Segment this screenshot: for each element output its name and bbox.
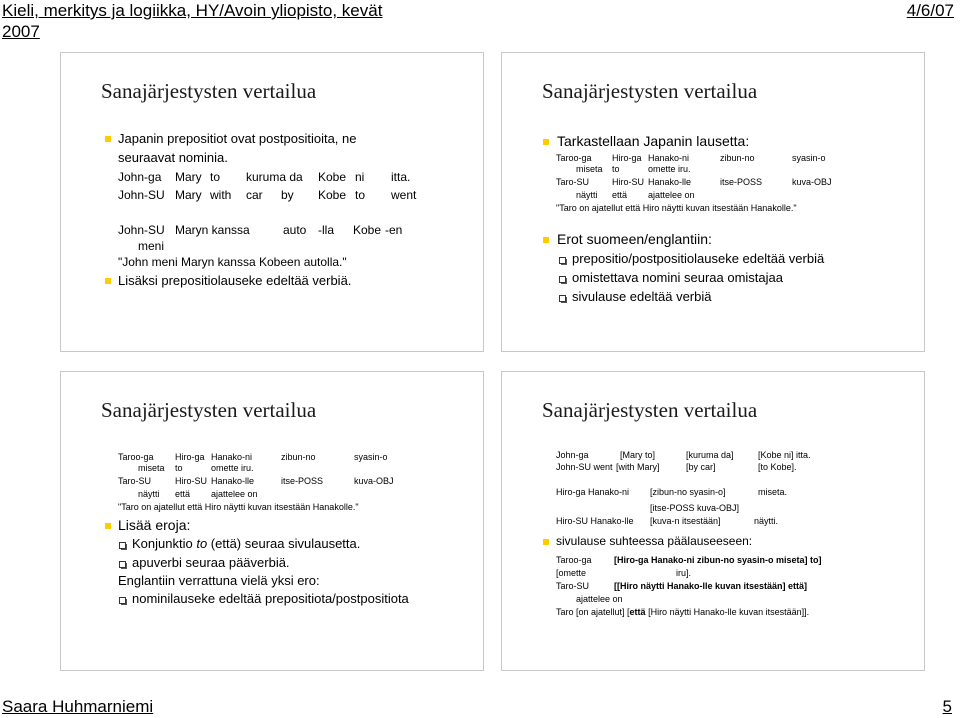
bullet-text-cont: seuraavat nominia. [118, 150, 228, 165]
bullet-text: sivulause suhteessa päälauseeseen: [556, 534, 753, 548]
translation: "Taro on ajatellut että Hiro näytti kuvan itsestään Hanakolle." [118, 502, 359, 512]
bullet-text: Lisäksi prepositiolauseke edeltää verbiä. [118, 273, 352, 288]
bullet-icon [543, 539, 549, 545]
gloss-word: [itse-POSS kuva-OBJ] [650, 503, 740, 513]
bullet-icon [105, 278, 111, 284]
gloss-word: iru]. [676, 568, 692, 578]
gloss-word: näytti [576, 190, 598, 200]
gloss-word: John-SU [118, 223, 165, 237]
gloss-word: ni [355, 170, 365, 184]
gloss-word: [Kobe ni] itta. [758, 450, 811, 460]
sub-bullet-text: apuverbi seuraa pääverbiä. [132, 555, 290, 570]
gloss-word: miseta. [758, 487, 788, 497]
gloss-word: Hanako-lle [211, 476, 255, 486]
checkbox-bullet-icon [119, 597, 126, 604]
gloss-word: [to Kobe]. [758, 462, 797, 472]
gloss-word: meni [138, 239, 165, 253]
gloss-word: Kobe [318, 170, 347, 184]
gloss-word: with [210, 188, 232, 202]
slide-title: Sanajärjestysten vertailua [101, 398, 317, 422]
footer-author: Saara Huhmarniemi [2, 697, 154, 716]
sub-bullet-text: nominilauseke edeltää prepositiota/postpositiota [132, 591, 409, 606]
slide-title: Sanajärjestysten vertailua [542, 79, 758, 103]
gloss-word: Mary [175, 170, 202, 184]
gloss-word: Taroo-ga [556, 555, 592, 565]
gloss-word: että [612, 190, 628, 200]
slide-title: Sanajärjestysten vertailua [101, 79, 317, 103]
sub-bullet-text: sivulause edeltää verbiä [572, 289, 712, 304]
gloss-word: [[Hiro näytti Hanako-lle kuvan itsestään] että] [614, 581, 808, 591]
checkbox-bullet-icon [559, 295, 566, 302]
gloss-word: John-ga [118, 170, 162, 184]
gloss-word: näytti [138, 489, 160, 499]
gloss-word: by [281, 188, 294, 202]
gloss-word: [kuva-n itsestään] [650, 516, 721, 526]
translation: Taro [on ajatellut] [että [Hiro näytti Hanako-lle kuvan itsestään]]. [556, 607, 810, 617]
gloss-word: ajattelee on [211, 489, 258, 499]
gloss-word: John-SU [118, 188, 165, 202]
gloss-word: [zibun-no syasin-o] [650, 487, 726, 497]
sub-bullet-text: omistettava nomini seuraa omistajaa [572, 270, 783, 285]
gloss-word: car [246, 188, 263, 202]
checkbox-bullet-icon [559, 276, 566, 283]
gloss-word: kuva-OBJ [792, 177, 832, 187]
gloss-word: Kobe [353, 223, 382, 237]
gloss-word: -lla [318, 223, 335, 237]
gloss-word: auto [283, 223, 307, 237]
gloss-word: to [175, 463, 183, 473]
gloss-word: Hiro-SU [175, 476, 208, 486]
header-date: 4/6/07 [906, 1, 954, 20]
gloss-word: Mary [175, 188, 202, 202]
gloss-word: Hanako-ni [648, 153, 690, 163]
gloss-word: Hanako-ni [211, 452, 253, 462]
gloss-word: Hiro-ga [612, 153, 642, 163]
gloss-word: [Mary to] [620, 450, 656, 460]
gloss-word: Taroo-ga [556, 153, 592, 163]
translation: "John meni Maryn kanssa Kobeen autolla." [118, 255, 347, 269]
bullet-icon [543, 237, 549, 243]
gloss-word: näytti. [754, 516, 779, 526]
gloss-word: miseta [138, 463, 165, 473]
gloss-word: Taroo-ga [118, 452, 154, 462]
slide-title: Sanajärjestysten vertailua [542, 398, 758, 422]
gloss-word: Hiro-SU [612, 177, 645, 187]
gloss-word: Maryn kanssa [175, 223, 250, 237]
checkbox-bullet-icon [559, 257, 566, 264]
bullet-icon [105, 136, 111, 142]
gloss-word: kuruma da [246, 170, 303, 184]
sub-bullet-text: Konjunktio to (että) seuraa sivulausetta. [132, 536, 361, 551]
gloss-word: itse-POSS [720, 177, 763, 187]
gloss-word: John-SU went [556, 462, 613, 472]
gloss-word: miseta [576, 164, 603, 174]
gloss-word: [Hiro-ga Hanako-ni zibun-no syasin-o miseta] to] [614, 555, 822, 565]
slide-3 [60, 371, 484, 671]
gloss-word: John-ga [556, 450, 589, 460]
gloss-word: zibun-no [281, 452, 316, 462]
gloss-word: Taro-SU [118, 476, 152, 486]
bullet-text: Lisää eroja: [118, 517, 191, 533]
bullet-text: Erot suomeen/englantiin: [557, 231, 712, 247]
gloss-word: went [391, 188, 417, 202]
gloss-word: itse-POSS [281, 476, 324, 486]
gloss-word: to [612, 164, 620, 174]
gloss-word: että [175, 489, 191, 499]
gloss-word: to [210, 170, 221, 184]
checkbox-bullet-icon [119, 542, 126, 549]
gloss-word: [omette [556, 568, 587, 578]
gloss-word: Hiro-ga Hanako-ni [556, 487, 630, 497]
slide-4 [501, 371, 925, 671]
bullet-icon [105, 523, 111, 529]
slide-1 [60, 52, 484, 352]
header-course-title: Kieli, merkitys ja logiikka, HY/Avoin yliopisto, kevät 2007 [2, 1, 383, 41]
slide-2 [501, 52, 925, 352]
gloss-word: syasin-o [792, 153, 826, 163]
footer-page-number: 5 [942, 697, 952, 716]
gloss-word: to [355, 188, 366, 202]
gloss-word: [with Mary] [616, 462, 660, 472]
sub-bullet-text: prepositio/postpositiolauseke edeltää verbiä [572, 251, 825, 266]
bullet-text: Japanin prepositiot ovat postpositioita, ne [118, 131, 357, 146]
gloss-word: ajattelee on [648, 190, 695, 200]
gloss-word: zibun-no [720, 153, 755, 163]
gloss-word: Taro-SU [556, 177, 590, 187]
gloss-word: Taro-SU [556, 581, 590, 591]
bullet-text: Tarkastellaan Japanin lausetta: [557, 133, 750, 149]
gloss-word: Kobe [318, 188, 347, 202]
gloss-word: Hiro-SU Hanako-lle [556, 516, 634, 526]
gloss-word: Hiro-ga [175, 452, 205, 462]
gloss-word: omette iru. [648, 164, 691, 174]
gloss-word: omette iru. [211, 463, 254, 473]
gloss-word: ajattelee on [576, 594, 623, 604]
gloss-word: itta. [391, 170, 411, 184]
gloss-word: -en [385, 223, 403, 237]
gloss-word: Hanako-lle [648, 177, 692, 187]
bullet-icon [543, 139, 549, 145]
plain-text: Englantiin verrattuna vielä yksi ero: [118, 573, 320, 588]
translation: "Taro on ajatellut että Hiro näytti kuvan itsestään Hanakolle." [556, 203, 797, 213]
gloss-word: [by car] [686, 462, 716, 472]
checkbox-bullet-icon [119, 561, 126, 568]
gloss-word: kuva-OBJ [354, 476, 394, 486]
gloss-word: syasin-o [354, 452, 388, 462]
gloss-word: [kuruma da] [686, 450, 734, 460]
